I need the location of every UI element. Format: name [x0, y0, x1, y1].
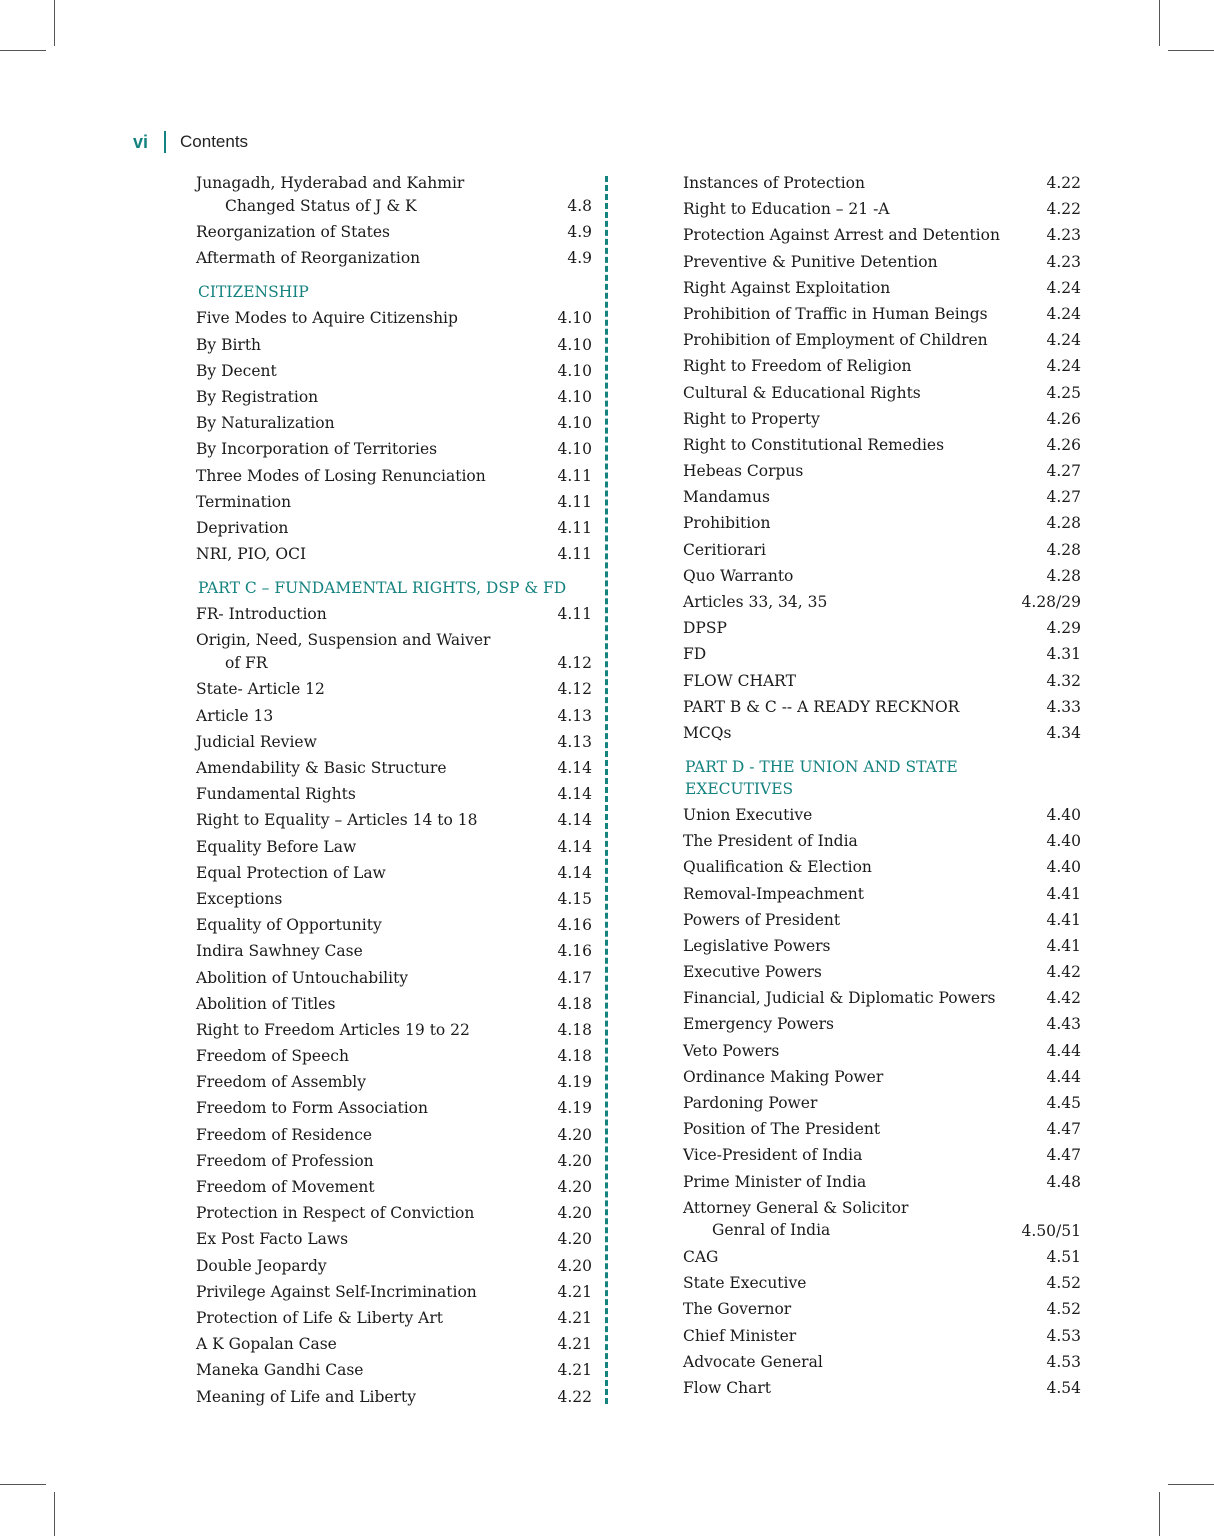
toc-entry[interactable]	[683, 198, 1081, 220]
toc-entry[interactable]	[683, 486, 1081, 508]
toc-entry-title: Aftermath of Reorganization	[196, 249, 421, 268]
toc-entry-title: Right to Property	[683, 409, 820, 428]
toc-entry-title: Equality Before Law	[196, 837, 357, 856]
toc-entry-title: DPSP	[683, 619, 727, 638]
toc-entry-title: CAG	[683, 1247, 719, 1266]
toc-entry[interactable]	[683, 565, 1081, 587]
toc-entry[interactable]	[683, 1377, 1081, 1399]
toc-entry-title: MCQs	[683, 723, 732, 742]
toc-entry[interactable]	[683, 303, 1081, 325]
toc-entry-title: Freedom of Profession	[196, 1151, 374, 1170]
toc-entry[interactable]	[196, 705, 592, 727]
toc-entry-title: Equality of Opportunity	[196, 916, 382, 935]
toc-entry-page: 4.10	[557, 387, 592, 406]
toc-entry-page: 4.51	[1046, 1247, 1081, 1266]
section-heading: PART C – FUNDAMENTAL RIGHTS, DSP & FD	[198, 579, 567, 598]
toc-entry-page: 4.20	[557, 1256, 592, 1275]
toc-entry[interactable]	[196, 1150, 592, 1172]
toc-entry-page: 4.19	[557, 1099, 592, 1118]
toc-entry-page: 4.54	[1046, 1378, 1081, 1397]
toc-entry-title: Right to Education – 21 -A	[683, 200, 890, 219]
toc-entry-title: Ceritiorari	[683, 540, 766, 559]
toc-entry-title: Right to Equality – Articles 14 to 18	[196, 811, 478, 830]
toc-entry[interactable]	[196, 221, 592, 243]
toc-entry[interactable]	[683, 856, 1081, 878]
toc-entry-page: 4.48	[1046, 1172, 1081, 1191]
toc-entry[interactable]	[683, 722, 1081, 744]
toc-entry-page: 4.10	[557, 414, 592, 433]
toc-entry-page: 4.22	[557, 1387, 592, 1406]
toc-entry[interactable]	[196, 809, 592, 831]
toc-entry[interactable]	[196, 1281, 592, 1303]
toc-entry[interactable]	[683, 1246, 1081, 1268]
toc-entry-page: 4.21	[557, 1335, 592, 1354]
toc-entry-page: 4.27	[1046, 462, 1081, 481]
column-divider	[605, 176, 608, 1404]
crop-mark	[0, 50, 46, 51]
toc-entry[interactable]	[683, 355, 1081, 377]
toc-entry-page: 4.12	[557, 654, 592, 673]
toc-entry[interactable]	[196, 993, 592, 1015]
toc-entry-title: Hebeas Corpus	[683, 462, 804, 481]
toc-entry-title: Fundamental Rights	[196, 785, 356, 804]
toc-entry-page: 4.41	[1046, 910, 1081, 929]
toc-entry-page: 4.47	[1046, 1120, 1081, 1139]
crop-mark	[1159, 0, 1160, 46]
toc-entry-title-line: Origin, Need, Suspension and Waiver	[196, 631, 491, 650]
toc-entry[interactable]	[683, 643, 1081, 665]
toc-entry-page: 4.41	[1046, 936, 1081, 955]
toc-entry[interactable]	[683, 512, 1081, 534]
toc-entry-title: Prohibition	[683, 514, 771, 533]
toc-entry-title: Freedom of Assembly	[196, 1073, 366, 1092]
section-heading-line: PART D - THE UNION AND STATE	[685, 757, 958, 776]
toc-entry[interactable]	[196, 1071, 592, 1093]
toc-entry[interactable]	[683, 1118, 1081, 1140]
toc-entry[interactable]	[683, 804, 1081, 826]
toc-entry-page: 4.29	[1046, 619, 1081, 638]
toc-entry[interactable]	[683, 251, 1081, 273]
toc-entry-page: 4.41	[1046, 884, 1081, 903]
toc-entry-title: By Registration	[196, 387, 319, 406]
toc-entry-page: 4.24	[1046, 357, 1081, 376]
toc-entry[interactable]	[196, 1097, 592, 1119]
toc-entry[interactable]	[196, 1045, 592, 1067]
toc-entry-title: Freedom of Residence	[196, 1125, 373, 1144]
toc-entry[interactable]	[683, 1144, 1081, 1166]
toc-entry[interactable]	[196, 967, 592, 989]
toc-entry-page: 4.52	[1046, 1300, 1081, 1319]
toc-entry-page: 4.50/51	[1021, 1221, 1081, 1240]
crop-mark	[54, 1492, 55, 1536]
toc-entry-title	[196, 172, 464, 217]
toc-entry[interactable]	[196, 386, 592, 408]
toc-entry-page: 4.28	[1046, 514, 1081, 533]
toc-entry-title: Veto Powers	[683, 1041, 780, 1060]
toc-entry-title: State Executive	[683, 1274, 807, 1293]
toc-entry-page: 4.10	[557, 361, 592, 380]
toc-entry-title: Three Modes of Losing Renunciation	[196, 466, 486, 485]
toc-entry[interactable]	[683, 830, 1081, 852]
toc-entry-title: Reorganization of States	[196, 223, 390, 242]
toc-entry[interactable]	[683, 987, 1081, 1009]
toc-entry-title: Removal-Impeachment	[683, 884, 864, 903]
toc-entry-page: 4.53	[1046, 1352, 1081, 1371]
toc-entry-page: 4.13	[557, 706, 592, 725]
toc-entry-page: 4.18	[557, 1047, 592, 1066]
toc-entry-page: 4.27	[1046, 488, 1081, 507]
toc-entry-title: Amendability & Basic Structure	[196, 759, 447, 777]
toc-entry[interactable]	[196, 438, 592, 460]
toc-entry-page: 4.21	[557, 1308, 592, 1327]
toc-entry[interactable]	[196, 757, 592, 779]
toc-entry-title: PART B & C -- A READY RECKNOR	[683, 697, 960, 716]
toc-entry-title: Chief Minister	[683, 1326, 797, 1345]
toc-entry-page: 4.15	[557, 889, 592, 908]
toc-entry[interactable]	[683, 539, 1081, 561]
toc-entry-page: 4.40	[1046, 805, 1081, 824]
toc-entry[interactable]	[196, 914, 592, 936]
toc-entry[interactable]	[196, 783, 592, 805]
toc-entry-title: Position of The President	[683, 1120, 881, 1139]
toc-entry-page: 4.14	[557, 785, 592, 804]
toc-entry[interactable]	[196, 491, 592, 513]
toc-entry-title: Pardoning Power	[683, 1094, 818, 1112]
toc-entry-title: By Decent	[196, 361, 277, 380]
toc-entry-page: 4.14	[557, 837, 592, 856]
toc-entry[interactable]	[196, 1019, 592, 1041]
toc-entry-title: Cultural & Educational Rights	[683, 383, 921, 402]
toc-entry-page: 4.10	[557, 440, 592, 459]
toc-entry-title: State- Article 12	[196, 680, 325, 699]
crop-mark	[1168, 50, 1214, 51]
toc-entry-page: 4.21	[557, 1282, 592, 1301]
section-heading: CITIZENSHIP	[198, 283, 309, 302]
toc-entry[interactable]	[683, 277, 1081, 299]
toc-entry[interactable]	[196, 1333, 592, 1355]
toc-entry-page: 4.9	[567, 223, 592, 242]
toc-entry-page: 4.45	[1046, 1094, 1081, 1112]
toc-entry-page: 4.40	[1046, 832, 1081, 851]
toc-entry[interactable]	[683, 460, 1081, 482]
toc-entry-page: 4.40	[1046, 858, 1081, 877]
toc-entry-page: 4.20	[557, 1151, 592, 1170]
toc-entry-title: Qualification & Election	[683, 858, 872, 877]
toc-entry-title: Executive Powers	[683, 963, 822, 982]
toc-entry-page: 4.44	[1046, 1067, 1081, 1086]
toc-entry-title: Article 13	[196, 706, 274, 725]
toc-entry-page: 4.24	[1046, 304, 1081, 323]
toc-entry-title: By Incorporation of Territories	[196, 440, 438, 459]
toc-entry-title: Right Against Exploitation	[683, 278, 891, 297]
toc-entry-title: By Birth	[196, 335, 262, 354]
toc-entry[interactable]	[683, 1013, 1081, 1035]
toc-entry-title: Flow Chart	[683, 1378, 771, 1397]
toc-entry-title-line: Attorney General & Solicitor	[683, 1198, 909, 1217]
toc-entry-page: 4.43	[1046, 1015, 1081, 1034]
toc-entry-title: Powers of President	[683, 910, 841, 929]
toc-entry-page: 4.14	[557, 863, 592, 882]
toc-entry-title: Freedom of Movement	[196, 1178, 375, 1196]
toc-entry-title: Emergency Powers	[683, 1015, 834, 1034]
toc-entry-page: 4.42	[1046, 963, 1081, 982]
page-header	[133, 129, 248, 155]
toc-entry-title: Financial, Judicial & Diplomatic Powers	[683, 989, 996, 1008]
toc-entry[interactable]	[196, 517, 592, 539]
toc-entry-title: Exceptions	[196, 889, 283, 908]
toc-entry-title: Legislative Powers	[683, 936, 831, 955]
toc-entry-title: Right to Freedom of Religion	[683, 357, 912, 376]
toc-entry-page: 4.53	[1046, 1326, 1081, 1345]
toc-entry-page: 4.24	[1046, 331, 1081, 350]
toc-entry-page: 4.28	[1046, 540, 1081, 559]
section-heading-line: EXECUTIVES	[685, 779, 794, 798]
toc-entry-title: FLOW CHART	[683, 671, 796, 690]
page-number: vi	[133, 131, 149, 152]
toc-entry[interactable]	[196, 1124, 592, 1146]
toc-entry-page: 4.16	[557, 916, 592, 935]
toc-entry-page: 4.22	[1046, 200, 1081, 219]
toc-entry-title: The Governor	[683, 1300, 792, 1319]
toc-entry-title: Advocate General	[683, 1352, 823, 1371]
toc-entry[interactable]	[196, 1228, 592, 1250]
toc-entry[interactable]	[196, 629, 592, 674]
toc-entry-title: Prime Minister of India	[683, 1172, 867, 1191]
toc-entry-title: Mandamus	[683, 488, 770, 507]
toc-entry-page: 4.12	[557, 680, 592, 699]
toc-entry-page: 4.11	[557, 518, 592, 537]
toc-entry[interactable]	[196, 1176, 592, 1198]
toc-entry[interactable]	[196, 465, 592, 487]
toc-entry-page: 4.23	[1046, 252, 1081, 271]
toc-entry-page: 4.34	[1046, 723, 1081, 742]
toc-entry[interactable]	[683, 172, 1081, 194]
toc-entry-title: Abolition of Titles	[196, 994, 336, 1013]
toc-entry-title: Indira Sawhney Case	[196, 942, 363, 961]
toc-entry-page: 4.13	[557, 732, 592, 751]
toc-entry-page: 4.20	[557, 1230, 592, 1249]
toc-entry[interactable]	[683, 1066, 1081, 1088]
toc-entry[interactable]	[683, 1325, 1081, 1347]
toc-entry-page: 4.11	[557, 605, 592, 624]
crop-mark	[1168, 1484, 1214, 1485]
crop-mark	[54, 0, 55, 46]
toc-entry-page: 4.18	[557, 1020, 592, 1039]
toc-entry-title: Right to Constitutional Remedies	[683, 435, 945, 454]
toc-entry-page: 4.19	[557, 1073, 592, 1092]
toc-entry-page: 4.10	[557, 335, 592, 354]
toc-entry[interactable]	[683, 1092, 1081, 1114]
toc-entry-title: Meaning of Life and Liberty	[196, 1387, 416, 1406]
toc-entry-title: FR- Introduction	[196, 605, 327, 624]
toc-entry-title-line: of FR	[225, 653, 268, 672]
toc-entry-title: Abolition of Untouchability	[196, 968, 409, 987]
toc-left-column	[196, 172, 592, 1412]
toc-entry-page: 4.32	[1046, 671, 1081, 690]
toc-entry-page: 4.18	[557, 994, 592, 1013]
toc-entry[interactable]	[683, 883, 1081, 905]
toc-entry[interactable]	[196, 678, 592, 700]
toc-entry-title	[196, 629, 490, 674]
toc-entry[interactable]	[196, 543, 592, 565]
toc-entry[interactable]	[196, 360, 592, 382]
toc-right-column	[683, 172, 1081, 1403]
toc-entry[interactable]	[196, 940, 592, 962]
toc-entry-title: Protection of Life & Liberty Art	[196, 1308, 443, 1327]
section-heading	[683, 756, 1081, 800]
toc-entry-title: Articles 33, 34, 35	[683, 593, 828, 611]
toc-entry-title: Protection in Respect of Conviction	[196, 1204, 475, 1223]
toc-entry-page: 4.47	[1046, 1146, 1081, 1165]
toc-entry-page: 4.25	[1046, 383, 1081, 402]
toc-entry-page: 4.52	[1046, 1274, 1081, 1293]
toc-entry-title-line: Genral of India	[712, 1221, 831, 1240]
toc-entry[interactable]	[683, 1040, 1081, 1062]
page-title: Contents	[180, 132, 249, 151]
toc-entry-title: Instances of Protection	[683, 174, 865, 192]
toc-entry-title-line: Changed Status of J & K	[225, 196, 417, 215]
toc-entry[interactable]	[196, 1386, 592, 1408]
toc-entry-page: 4.26	[1046, 435, 1081, 454]
toc-entry-title: FD	[683, 645, 707, 664]
toc-entry[interactable]	[683, 670, 1081, 692]
toc-entry[interactable]	[196, 603, 592, 625]
toc-entry[interactable]	[683, 909, 1081, 931]
toc-entry-title: Union Executive	[683, 805, 813, 824]
toc-entry-page: 4.22	[1046, 174, 1081, 192]
toc-entry-title: Maneka Gandhi Case	[196, 1361, 364, 1380]
header-divider	[164, 131, 166, 153]
toc-entry-page: 4.31	[1046, 645, 1081, 664]
toc-entry-page: 4.17	[557, 968, 592, 987]
toc-entry-title: Deprivation	[196, 518, 289, 537]
toc-entry-page: 4.11	[557, 492, 592, 511]
toc-entry-page: 4.20	[557, 1178, 592, 1196]
toc-entry-page: 4.14	[557, 811, 592, 830]
toc-entry[interactable]	[196, 862, 592, 884]
toc-entry-page: 4.21	[557, 1361, 592, 1380]
toc-entry-title: Ex Post Facto Laws	[196, 1230, 349, 1249]
toc-entry[interactable]	[683, 224, 1081, 246]
toc-entry[interactable]	[683, 1171, 1081, 1193]
toc-entry-title: By Naturalization	[196, 414, 335, 433]
toc-entry[interactable]	[196, 1255, 592, 1277]
toc-entry-page: 4.26	[1046, 409, 1081, 428]
toc-entry[interactable]	[683, 617, 1081, 639]
toc-entry-page: 4.44	[1046, 1041, 1081, 1060]
toc-entry-title: A K Gopalan Case	[196, 1335, 337, 1354]
toc-entry[interactable]	[196, 1359, 592, 1381]
toc-entry[interactable]	[683, 591, 1081, 613]
toc-entry[interactable]	[196, 1202, 592, 1224]
toc-entry[interactable]	[196, 307, 592, 329]
toc-entry[interactable]	[196, 731, 592, 753]
toc-entry-title: Vice-President of India	[683, 1146, 863, 1165]
toc-entry-page: 4.10	[557, 309, 592, 328]
toc-entry[interactable]	[196, 334, 592, 356]
toc-entry-page: 4.9	[567, 249, 592, 268]
crop-mark	[0, 1484, 46, 1485]
toc-entry-title: Privilege Against Self-Incrimination	[196, 1282, 477, 1301]
toc-entry-title: Freedom of Speech	[196, 1047, 349, 1066]
toc-entry-page: 4.11	[557, 466, 592, 485]
toc-entry[interactable]	[683, 696, 1081, 718]
toc-entry[interactable]	[683, 935, 1081, 957]
toc-entry-page: 4.28	[1046, 566, 1081, 585]
toc-entry-page: 4.20	[557, 1125, 592, 1144]
toc-entry-title: Prohibition of Traffic in Human Beings	[683, 304, 988, 323]
toc-entry-title: Five Modes to Aquire Citizenship	[196, 309, 458, 328]
toc-entry-title: Judicial Review	[196, 732, 317, 751]
toc-entry-title: Ordinance Making Power	[683, 1067, 884, 1086]
toc-entry[interactable]	[196, 247, 592, 269]
toc-entry[interactable]	[683, 1197, 1081, 1242]
toc-entry[interactable]	[196, 412, 592, 434]
toc-entry[interactable]	[196, 172, 592, 217]
toc-entry[interactable]	[683, 1272, 1081, 1294]
toc-entry[interactable]	[683, 382, 1081, 404]
toc-entry-page: 4.24	[1046, 278, 1081, 297]
toc-entry-title: Quo Warranto	[683, 566, 794, 585]
toc-entry-title: Freedom to Form Association	[196, 1099, 428, 1118]
toc-entry-page: 4.23	[1046, 226, 1081, 245]
toc-entry-title: Double Jeopardy	[196, 1256, 327, 1275]
toc-entry[interactable]	[683, 1298, 1081, 1320]
toc-entry-page: 4.33	[1046, 697, 1081, 716]
toc-entry-page: 4.14	[557, 759, 592, 777]
toc-entry[interactable]	[196, 836, 592, 858]
toc-entry-title	[683, 1197, 908, 1242]
toc-entry-title: Equal Protection of Law	[196, 863, 386, 882]
toc-entry[interactable]	[683, 434, 1081, 456]
crop-mark	[1159, 1492, 1160, 1536]
toc-entry-title: Right to Freedom Articles 19 to 22	[196, 1020, 470, 1039]
toc-entry-title: Protection Against Arrest and Detention	[683, 226, 1000, 245]
toc-entry[interactable]	[196, 1307, 592, 1329]
toc-entry[interactable]	[683, 961, 1081, 983]
toc-entry-title-line: Junagadh, Hyderabad and Kahmir	[196, 174, 465, 192]
toc-entry-page: 4.20	[557, 1204, 592, 1223]
toc-entry-page: 4.28/29	[1021, 593, 1081, 611]
toc-entry-title: The President of India	[683, 832, 858, 851]
toc-entry[interactable]	[683, 329, 1081, 351]
toc-entry-title: Termination	[196, 492, 292, 511]
toc-entry[interactable]	[683, 408, 1081, 430]
toc-entry-page: 4.8	[567, 197, 592, 215]
toc-entry-page: 4.11	[557, 545, 592, 564]
toc-entry[interactable]	[683, 1351, 1081, 1373]
toc-entry-title: Prohibition of Employment of Children	[683, 331, 988, 350]
toc-entry[interactable]	[196, 888, 592, 910]
toc-entry-title: NRI, PIO, OCI	[196, 545, 307, 564]
toc-entry-title: Preventive & Punitive Detention	[683, 252, 938, 271]
toc-entry-page: 4.42	[1046, 989, 1081, 1008]
toc-entry-page: 4.16	[557, 942, 592, 961]
